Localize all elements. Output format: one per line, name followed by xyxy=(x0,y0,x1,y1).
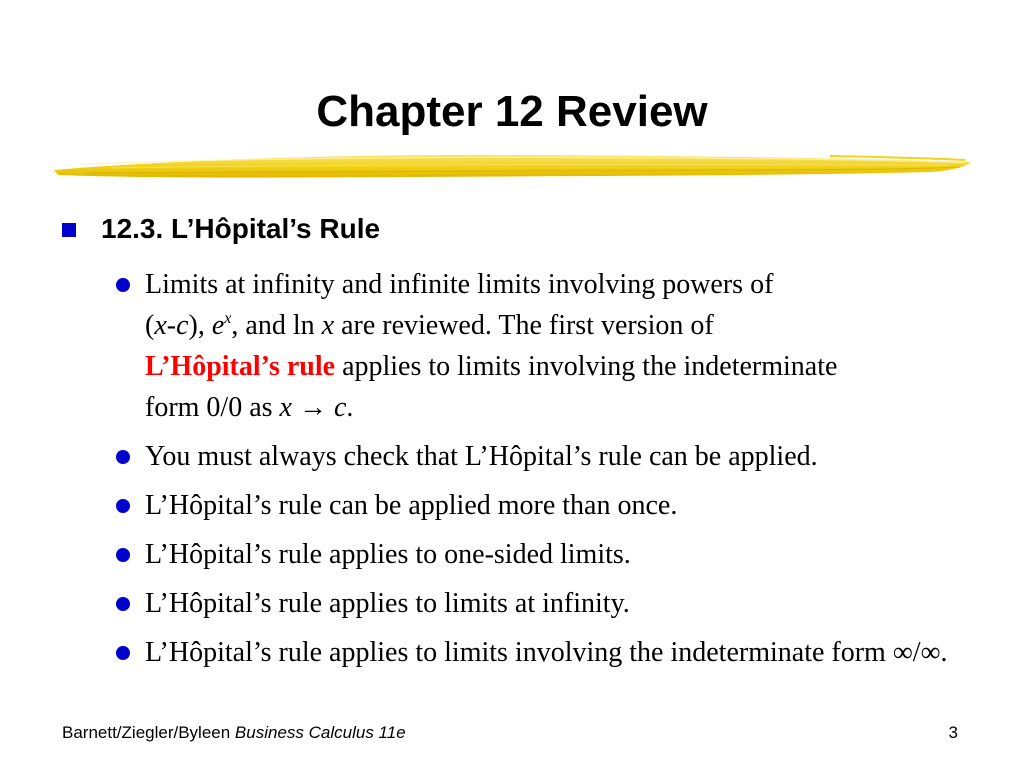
math-variable: x xyxy=(279,392,292,423)
math-operator: - xyxy=(166,310,177,341)
bullet-item xyxy=(112,485,992,526)
bullet-item xyxy=(112,632,992,673)
math-exponent: x xyxy=(224,310,232,327)
bullet-text: . xyxy=(346,392,354,423)
round-bullet-icon xyxy=(116,548,130,562)
bullet-item xyxy=(112,264,992,428)
math-variable: c xyxy=(176,310,189,341)
title-underline-brushstroke xyxy=(50,146,975,188)
math-paren: ), xyxy=(188,310,212,341)
bullet-item xyxy=(112,583,992,624)
footer-citation xyxy=(62,722,406,744)
bullet-text: L’Hôpital’s rule applies to limits at infinity. xyxy=(145,588,630,619)
round-bullet-icon xyxy=(116,499,130,513)
bullet-text-line: Limits at infinity and infinite limits involving powers of xyxy=(145,269,774,300)
bullet-item xyxy=(112,534,992,575)
bullet-text: applies to limits involving the indeterminate xyxy=(335,351,838,382)
bullet-text: You must always check that L’Hôpital’s rule can be applied. xyxy=(145,441,818,472)
round-bullet-icon xyxy=(116,450,130,464)
round-bullet-icon xyxy=(116,597,130,611)
bullet-text: form 0/0 as xyxy=(145,392,280,423)
footer-book-title: Business Calculus 11e xyxy=(234,723,406,742)
bullet-text: L’Hôpital’s rule applies to one-sided limits. xyxy=(145,539,631,570)
page-number: 3 xyxy=(948,723,958,742)
round-bullet-icon xyxy=(116,646,130,660)
math-paren: ( xyxy=(145,310,155,341)
slide-title: Chapter 12 Review xyxy=(316,87,708,136)
bullet-text: , and ln xyxy=(231,310,322,341)
bullet-item xyxy=(112,436,992,477)
bullet-list xyxy=(112,264,992,681)
round-bullet-icon xyxy=(116,278,130,292)
math-variable: x xyxy=(321,310,335,341)
highlighted-term: L’Hôpital’s rule xyxy=(145,351,336,382)
footer-authors: Barnett/Ziegler/Byleen xyxy=(62,723,235,742)
math-variable: e xyxy=(211,310,225,341)
bullet-text: L’Hôpital’s rule applies to limits involving the indeterminate form ∞/∞. xyxy=(145,637,948,668)
math-variable: x xyxy=(154,310,167,341)
bullet-text: are reviewed. The first version of xyxy=(334,310,714,341)
arrow-symbol: → xyxy=(291,392,334,423)
square-bullet-icon xyxy=(62,223,76,237)
bullet-text: L’Hôpital’s rule can be applied more than once. xyxy=(145,490,678,521)
section-heading-text: 12.3. L’Hôpital’s Rule xyxy=(101,213,381,244)
math-variable: c xyxy=(333,392,347,423)
